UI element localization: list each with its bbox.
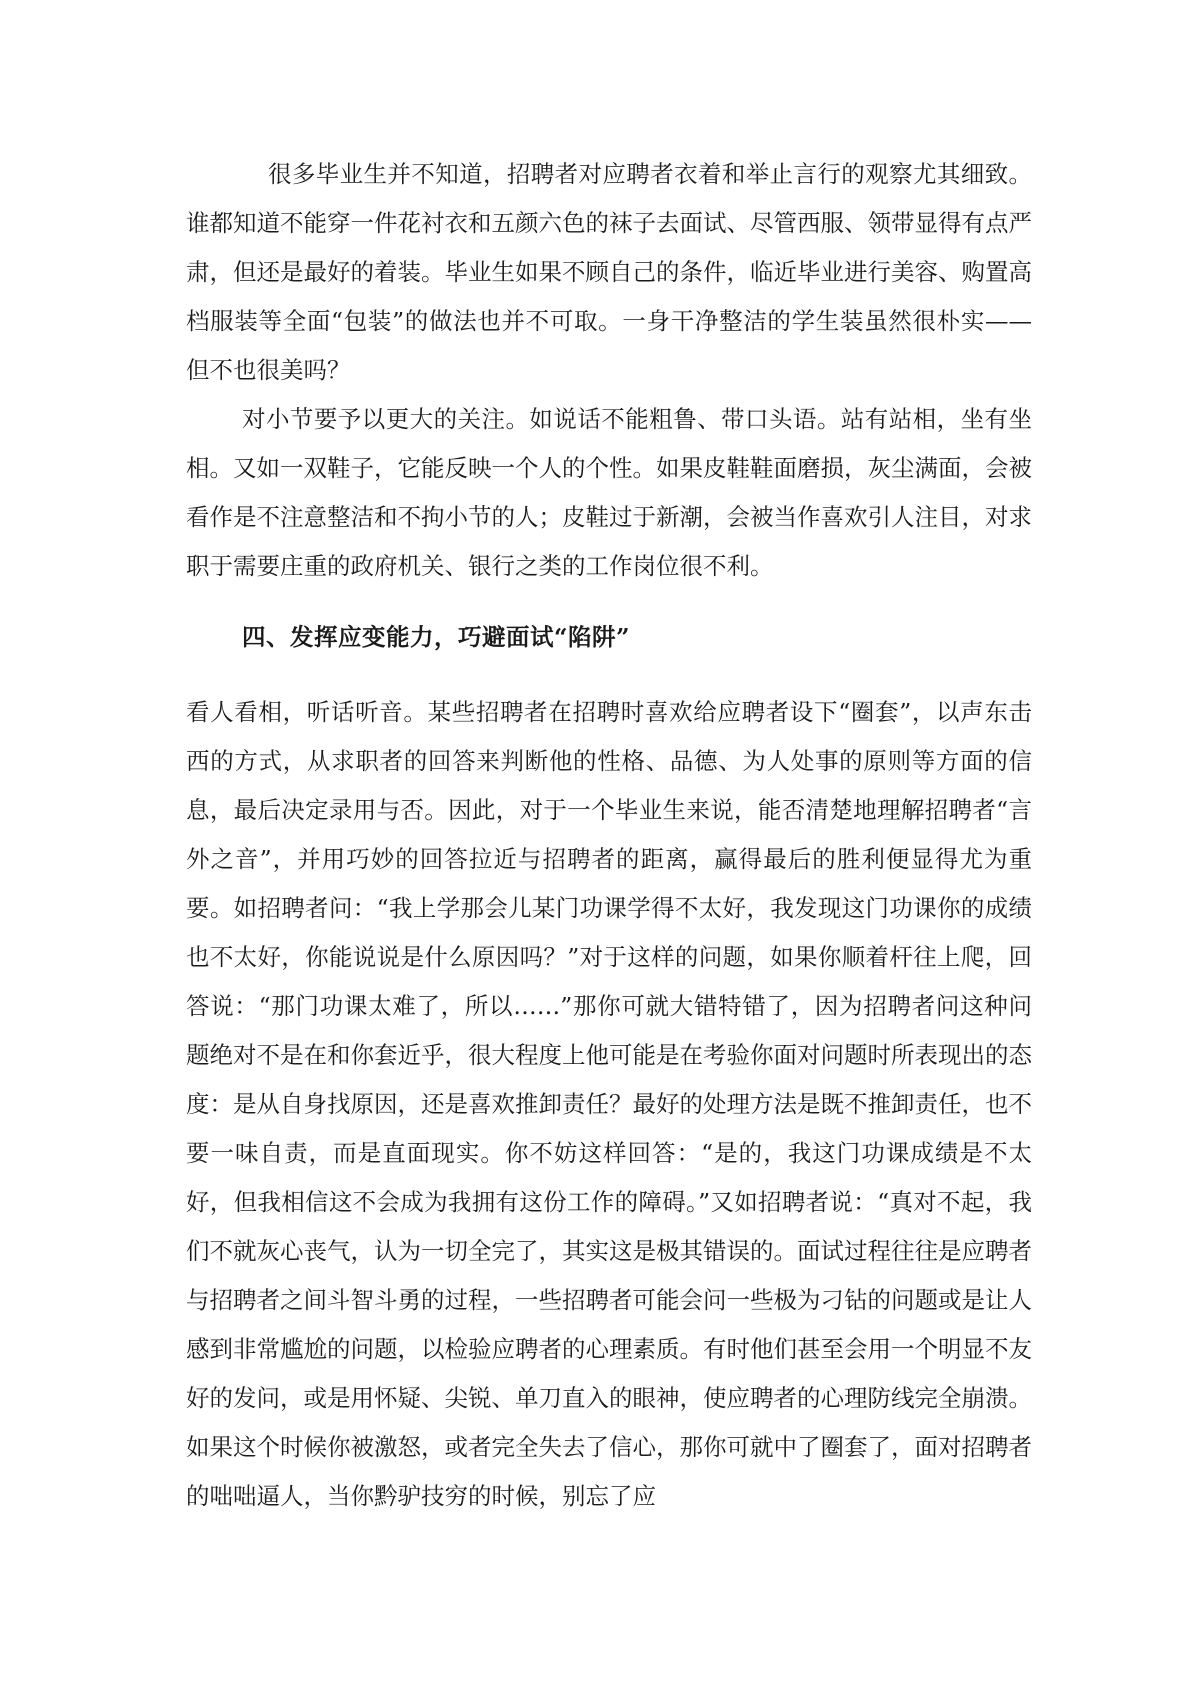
body-paragraph-attire: 很多毕业生并不知道，招聘者对应聘者衣着和举止言行的观察尤其细致。谁都知道不能穿一件花衬衣和五颜六色的袜子去面试、尽管西服、领带显得有点严肃，但还是最好的着装。毕业生如果不顾自己的条件，临近毕业进行美容、购置高档服装等全面“包装”的做法也并不可取。一身干净整洁的学生装虽然很朴实——但不也很美吗？ — [186, 160, 1032, 384]
document-body — [186, 150, 1032, 1521]
body-paragraph-details: 对小节要予以更大的关注。如说话不能粗鲁、带口头语。站有站相，坐有坐相。又如一双鞋子，它能反映一个人的个性。如果皮鞋鞋面磨损，灰尘满面，会被看作是不注意整洁和不拘小节的人；皮鞋过于新潮，会被当作喜欢引人注目，对求职于需要庄重的政府机关、银行之类的工作岗位很不利。 — [186, 405, 1032, 580]
section-heading: 四、发挥应变能力，巧避面试“陷阱” — [242, 623, 631, 651]
body-paragraph-traps: 看人看相，听话听音。某些招聘者在招聘时喜欢给应聘者设下“圈套”，以声东击西的方式，从求职者的回答来判断他的性格、品德、为人处事的原则等方面的信息，最后决定录用与否。因此，对于一个毕业生来说，能否清楚地理解招聘者“言外之音”，并用巧妙的回答拉近与招聘者的距离，赢得最后的胜利便显得尤为重要。如招聘者问：“我上学那会儿某门功课学得不太好，我发现这门功课你的成绩也不太好，你能说说是什么原因吗？”对于这样的问题，如果你顺着杆往上爬，回答说：“那门功课太难了，所以……”那你可就大错特错了，因为招聘者问这种问题绝对不是在和你套近乎，很大程度上他可能是在考验你面对问题时所表现出的态度：是从自身找原因，还是喜欢推卸责任？最好的处理方法是既不推卸责任，也不要一味自责，而是直面现实。你不妨这样回答：“是的，我这门功课成绩是不太好，但我相信这不会成为我拥有这份工作的障碍。”又如招聘者说：“真对不起，我们不就灰心丧气，认为一切全完了，其实这是极其错误的。面试过程往往是应聘者与招聘者之间斗智斗勇的过程，一些招聘者可能会问一些极为刁钻的问题或是让人感到非常尴尬的问题，以检验应聘者的心理素质。有时他们甚至会用一个明显不友好的发问，或是用怀疑、尖锐、单刀直入的眼神，使应聘者的心理防线完全崩溃。如果这个时候你被激怒，或者完全失去了信心，那你可就中了圈套了，面对招聘者的咄咄逼人，当你黔驴技穷的时候，别忘了应 — [186, 698, 1032, 1510]
